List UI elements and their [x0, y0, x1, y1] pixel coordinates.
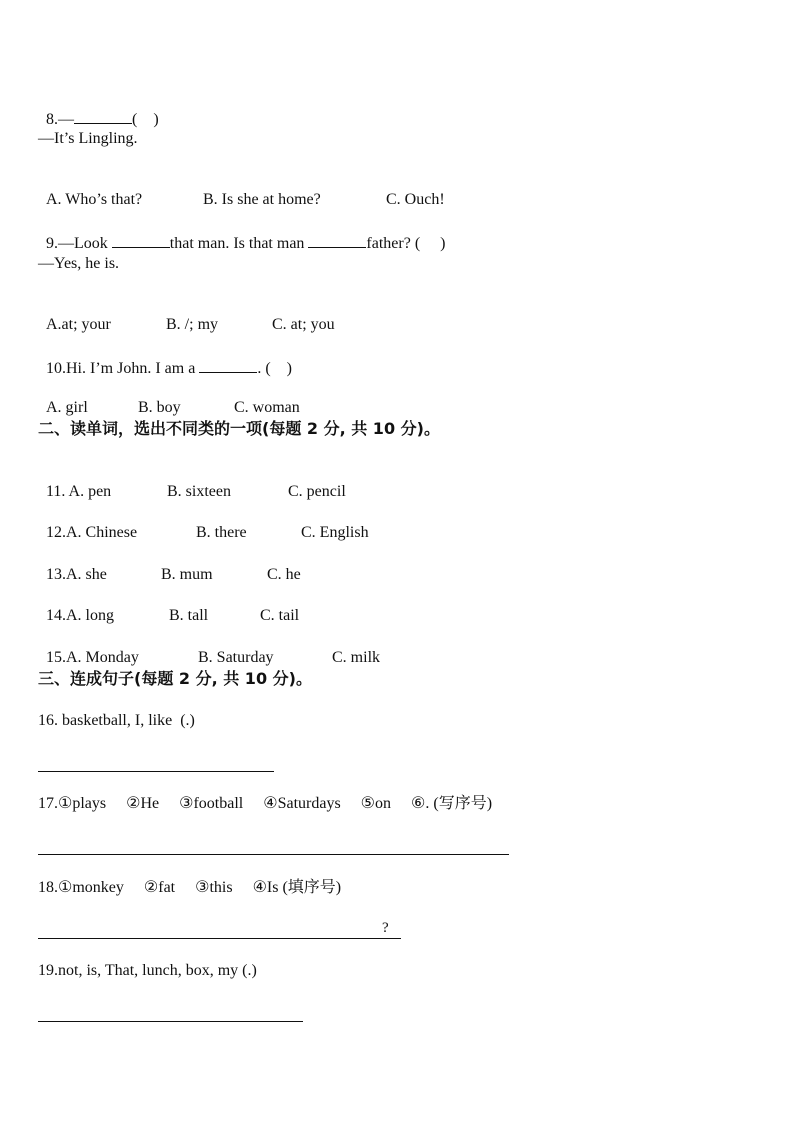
q18-question-mark: ? — [382, 920, 389, 936]
question-12 — [38, 503, 369, 543]
q18-answer-line[interactable] — [38, 938, 401, 939]
question-14 — [38, 586, 299, 626]
question-17: 17.①plays ②He ③football ④Saturdays ⑤on ⑥. (写序号) — [38, 795, 493, 812]
q9-options — [38, 295, 335, 335]
q15-option-b: B. Saturday — [198, 649, 274, 666]
q11-option-a: 11. A. pen — [46, 483, 112, 500]
q10-blank[interactable] — [199, 357, 257, 373]
q11-option-b: B. sixteen — [167, 483, 231, 500]
question-13 — [38, 545, 301, 585]
q10-part1: 10.Hi. I’m John. I am a — [46, 360, 200, 377]
question-8-stem — [38, 88, 159, 130]
q9-option-a: A.at; your — [46, 316, 111, 333]
question-15 — [38, 628, 380, 668]
q16-answer-line[interactable] — [38, 771, 274, 772]
q13-option-b: B. mum — [161, 566, 213, 583]
question-11 — [38, 462, 346, 502]
q9-option-b: B. /; my — [166, 316, 219, 333]
section-3-heading: 三、连成句子(每题 2 分, 共 10 分)。 — [38, 669, 312, 688]
q15-option-c: C. milk — [332, 649, 381, 666]
q13-option-c: C. he — [267, 566, 301, 583]
q8-paren: ( ) — [132, 111, 159, 128]
q11-option-c: C. pencil — [288, 483, 346, 500]
q9-blank-2[interactable] — [308, 232, 366, 248]
q8-option-a: A. Who’s that? — [46, 191, 143, 208]
q9-part1: 9.—Look — [46, 235, 112, 252]
q10-part2: . ( ) — [257, 360, 292, 377]
q8-prefix: 8.— — [46, 111, 74, 128]
q14-option-c: C. tail — [260, 607, 300, 624]
q12-option-c: C. English — [301, 524, 369, 541]
q17-answer-line[interactable] — [38, 854, 509, 855]
q14-option-a: 14.A. long — [46, 607, 114, 624]
q10-option-a: A. girl — [46, 399, 88, 416]
q8-option-b: B. Is she at home? — [203, 191, 321, 208]
q14-option-b: B. tall — [169, 607, 209, 624]
q13-option-a: 13.A. she — [46, 566, 107, 583]
q8-option-c: C. Ouch! — [386, 191, 445, 208]
q12-option-a: 12.A. Chinese — [46, 524, 138, 541]
question-10-stem — [38, 337, 292, 379]
section-2-heading: 二、读单词，选出不同类的一项(每题 2 分, 共 10 分)。 — [38, 419, 440, 438]
q10-options — [38, 378, 300, 418]
q19-answer-line[interactable] — [38, 1021, 303, 1022]
q9-part3: father? ( ) — [366, 235, 446, 252]
question-19: 19.not, is, That, lunch, box, my (.) — [38, 962, 257, 979]
question-18: 18.①monkey ②fat ③this ④Is (填序号) — [38, 879, 342, 896]
question-9-stem — [38, 212, 445, 254]
q12-option-b: B. there — [196, 524, 247, 541]
q9-reply: —Yes, he is. — [38, 255, 120, 272]
question-16: 16. basketball, I, like (.) — [38, 712, 195, 729]
q9-option-c: C. at; you — [272, 316, 335, 333]
q10-option-c: C. woman — [234, 399, 300, 416]
q9-blank-1[interactable] — [112, 232, 170, 248]
q15-option-a: 15.A. Monday — [46, 649, 139, 666]
q8-blank[interactable] — [74, 108, 132, 124]
q9-part2: that man. Is that man — [169, 235, 309, 252]
q8-reply: —It’s Lingling. — [38, 130, 138, 147]
q10-option-b: B. boy — [138, 399, 181, 416]
q8-options — [38, 170, 445, 210]
